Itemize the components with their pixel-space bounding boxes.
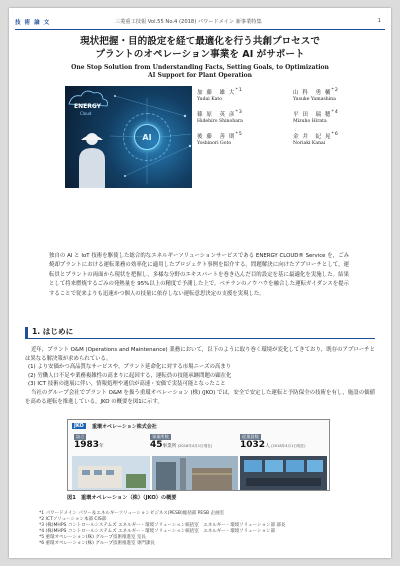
energy-cloud-ai-image bbox=[65, 86, 192, 188]
author bbox=[197, 88, 279, 102]
title-jp-line: 現状把握・目的設定を経て最適化を行う共創プロセスで bbox=[80, 36, 320, 47]
control-room-photo bbox=[240, 456, 327, 490]
abstract: 独自の AI と IoT 技術を駆使した総合的なエネルギーソリューションサービスである ENERGY CLOUD® Service を，ごみ焼却プラントにおける運転業務の効率化に適用したプロジェクト事例を紹介する。問題解決に向けたアプローチとして，運転員とプラントの両面から現状を把握し，多様な分野のエキスパートを巻き込んだ目的設定を基に最適化を実施した。結果として将来燃焼するごみの発熱量を 95%以上の精度で予測した上で，ベテランのノウハウを融合した運転ガイダンスを提示することで従来よりも迅速かつ個人の技量に依存しない運転意思決定の支援を実現した。 bbox=[49, 253, 349, 297]
title-en-line: AI Support for Plant Operation bbox=[147, 72, 253, 79]
stat-value: 45 bbox=[150, 440, 163, 450]
page-header bbox=[9, 11, 391, 27]
jko-logo: JKO bbox=[74, 423, 84, 429]
footnote: *1 パワードメイン パワー＆エネルギーソリューションビジネス(PESB)総括部 PESB 企画室 bbox=[39, 511, 225, 516]
affiliation-mark: *3 bbox=[235, 110, 243, 116]
author-name-en: Yoshinori Goto bbox=[197, 141, 232, 146]
company-name: 重環オペレーション株式会社 bbox=[92, 424, 157, 430]
title-jp-line: プラントのオペレーション事業を AI がサポート bbox=[95, 49, 305, 60]
worker-silhouette-icon bbox=[77, 130, 107, 188]
office-building-photo bbox=[72, 456, 150, 490]
paragraph: 当社のグループ会社でプラント O&M を扱う重環オペレーション (株) (JKO) では，安全で安定した運転と予防保全の技術を有し，施設の価値を高める運転を推進している。JKO の概要を図1に示す。 bbox=[25, 389, 375, 405]
ai-badge: AI bbox=[134, 124, 160, 150]
author-name-en: Hidehiro Shinohara bbox=[197, 119, 243, 124]
footnote: *2 ICTソリューション本部 CIS部 bbox=[39, 517, 107, 523]
title-japanese bbox=[9, 35, 391, 61]
author-name-jp: 加 藤 雄 大 bbox=[197, 90, 236, 96]
stat-employees bbox=[240, 434, 306, 450]
footnote: *6 重環オペレーション(株) グループ技術推進室 専門課長 bbox=[39, 541, 155, 547]
footnote: *3 (株)MHPS コントロールシステムズ エネルギー・環境ソリューション統括室 エネルギー・環境ソリューション部 部長 bbox=[39, 523, 286, 529]
affiliation-mark: *5 bbox=[235, 132, 243, 138]
author bbox=[293, 110, 375, 124]
author-name-en: Yusuke Yamashina bbox=[293, 97, 336, 102]
plant-facility-photo bbox=[152, 456, 238, 490]
article-category: 技 術 論 文 bbox=[15, 20, 51, 26]
paragraph: 近年，プラント O&M (Operations and Maintenance) 業務において，以下のように取り巻く環境が変化してきており，既存のアプローチとは異なる解決策が求められている。 bbox=[25, 347, 375, 362]
author-name-jp: 後 藤 善 則 bbox=[197, 134, 236, 140]
cloud-label: Cloud bbox=[80, 111, 92, 116]
journal-name: 三菱重工技報 Vol.55 No.4 (2018) パワードメイン 新事業特集 bbox=[115, 19, 262, 25]
stat-established bbox=[74, 434, 104, 450]
stat-label: 事業所数 bbox=[152, 434, 169, 439]
section-body bbox=[25, 346, 375, 406]
footnotes bbox=[39, 511, 379, 548]
stat-label: 従業員数 bbox=[242, 434, 259, 439]
footnote: *4 (株)MHPS コントロールシステムズ エネルギー・環境ソリューション統括室 エネルギー・環境ソリューション部 bbox=[39, 529, 275, 535]
paper-page bbox=[9, 8, 391, 558]
header-rule bbox=[15, 29, 385, 30]
author-name-jp: 金 井 紀 晃 bbox=[293, 134, 332, 140]
author-name-en: Yudai Kato bbox=[197, 97, 222, 102]
stat-value: 1983 bbox=[74, 440, 100, 450]
list-item: (3) ICT 技術の進展に伴い，情報処理や通信が高速・安価で実装可能となったこと bbox=[28, 381, 226, 388]
list-item: (2) 労働人口不足や業務複雑性の高まりに起因する，運転員の技能承継問題の顕在化 bbox=[28, 372, 232, 379]
stat-value: 1032 bbox=[240, 440, 266, 450]
stat-offices bbox=[150, 434, 212, 450]
affiliation-mark: *1 bbox=[235, 88, 243, 94]
title-en-line: One Stop Solution from Understanding Facts, Setting Goals, to Optimization bbox=[71, 64, 329, 71]
author-name-jp: 平 田 瑞 穂 bbox=[293, 112, 332, 118]
footnote: *5 重環オペレーション(株) グループ技術推進室 室長 bbox=[39, 535, 146, 541]
title-english bbox=[9, 64, 391, 80]
author-name-en: Mizuho Hirata bbox=[293, 119, 327, 124]
stat-note: (2018年4月1日現在) bbox=[177, 444, 213, 448]
figure-1 bbox=[67, 419, 330, 491]
stat-label: 設立 bbox=[76, 434, 85, 439]
author-name-jp: 山 科 勇 輔 bbox=[293, 90, 332, 96]
energy-label: ENERGY bbox=[74, 103, 101, 110]
stat-unit: 事業所 bbox=[162, 444, 177, 449]
page-number: 1 bbox=[377, 18, 381, 24]
affiliation-mark: *4 bbox=[331, 110, 339, 116]
stat-unit: 年 bbox=[99, 444, 104, 449]
author bbox=[197, 132, 279, 146]
affiliation-mark: *6 bbox=[331, 132, 339, 138]
section-heading: 1. はじめに bbox=[25, 327, 375, 339]
figure-caption: 図1 重環オペレーション（株）（JKO）の概要 bbox=[67, 495, 177, 501]
affiliation-mark: *2 bbox=[331, 88, 339, 94]
author-name-en: Noriaki Kanai bbox=[293, 141, 326, 146]
stat-note: (2018年4月1日現在) bbox=[271, 444, 306, 448]
author bbox=[293, 132, 375, 146]
author-name-jp: 篠 原 英 彦 bbox=[197, 112, 236, 118]
list-item: (1) より安価かつ高品質なサービスや，プラント延命化に対する市場ニーズの高まり bbox=[28, 364, 232, 371]
stat-unit: 人 bbox=[265, 444, 270, 449]
author bbox=[293, 88, 375, 102]
author bbox=[197, 110, 279, 124]
